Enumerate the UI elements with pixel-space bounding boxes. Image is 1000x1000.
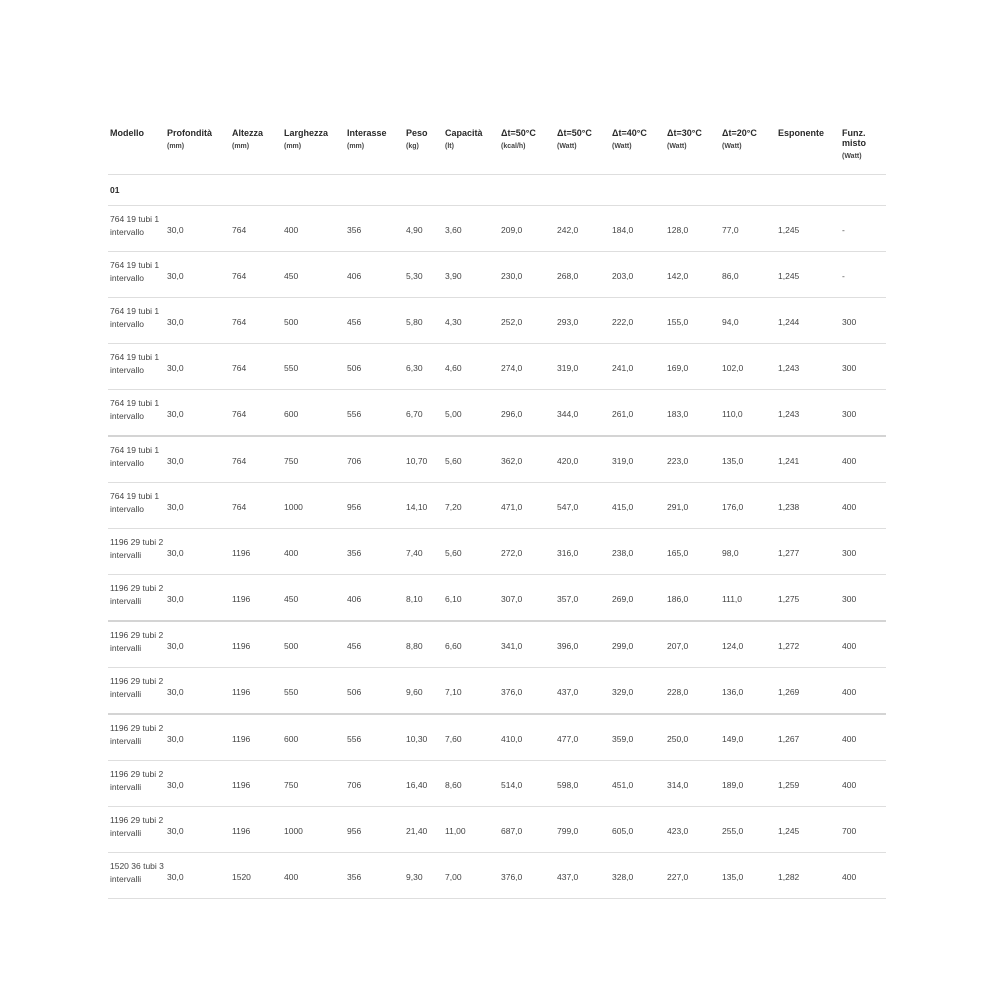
cell-dt30-watt: 183,0 — [665, 390, 720, 437]
model-name: 764 19 tubi 1 intervallo — [110, 213, 160, 237]
cell-dt30-watt: 155,0 — [665, 298, 720, 344]
cell-funz-misto: 300 — [840, 529, 886, 575]
cell-dt30-watt: 423,0 — [665, 807, 720, 853]
cell-esponente: 1,244 — [776, 298, 840, 344]
cell-dt50-kcal: 341,0 — [499, 621, 555, 668]
cell-esponente: 1,277 — [776, 529, 840, 575]
column-header-unit: (kcal/h) — [501, 143, 526, 150]
cell-funz-misto: 400 — [840, 761, 886, 807]
cell-dt30-watt: 227,0 — [665, 853, 720, 899]
cell-larghezza: 550 — [282, 668, 345, 715]
cell-dt50-kcal: 376,0 — [499, 853, 555, 899]
cell-capacita: 7,20 — [443, 483, 499, 529]
cell-interasse: 356 — [345, 853, 404, 899]
cell-peso: 6,30 — [404, 344, 443, 390]
column-header-unit: (mm) — [232, 143, 250, 150]
cell-dt50-watt: 477,0 — [555, 714, 610, 761]
cell-dt30-watt: 250,0 — [665, 714, 720, 761]
cell-funz-misto: 400 — [840, 436, 886, 483]
cell-larghezza: 600 — [282, 714, 345, 761]
cell-dt20-watt: 136,0 — [720, 668, 776, 715]
cell-dt50-watt: 293,0 — [555, 298, 610, 344]
model-name: 1196 29 tubi 2 intervalli — [110, 629, 164, 653]
cell-capacita: 7,00 — [443, 853, 499, 899]
column-header-label: Modello — [110, 128, 144, 138]
cell-dt30-watt: 207,0 — [665, 621, 720, 668]
cell-modello — [108, 807, 165, 853]
column-header-dt20-watt — [720, 126, 776, 175]
group-row — [108, 175, 886, 206]
table-row — [108, 853, 886, 899]
cell-peso: 10,30 — [404, 714, 443, 761]
cell-profondita: 30,0 — [165, 298, 230, 344]
table-row — [108, 668, 886, 715]
cell-dt30-watt: 186,0 — [665, 575, 720, 622]
cell-interasse: 556 — [345, 390, 404, 437]
cell-peso: 7,40 — [404, 529, 443, 575]
table-row — [108, 206, 886, 252]
cell-dt30-watt: 142,0 — [665, 252, 720, 298]
cell-esponente: 1,245 — [776, 206, 840, 252]
column-header-altezza — [230, 126, 282, 175]
cell-dt40-watt: 299,0 — [610, 621, 665, 668]
column-header-label: Altezza — [232, 128, 264, 138]
cell-dt50-kcal: 230,0 — [499, 252, 555, 298]
cell-dt40-watt: 238,0 — [610, 529, 665, 575]
column-header-unit: (kg) — [406, 143, 419, 150]
cell-esponente: 1,269 — [776, 668, 840, 715]
cell-larghezza: 450 — [282, 575, 345, 622]
cell-interasse: 556 — [345, 714, 404, 761]
cell-interasse: 356 — [345, 206, 404, 252]
cell-capacita: 5,00 — [443, 390, 499, 437]
cell-funz-misto: - — [840, 252, 886, 298]
cell-interasse: 506 — [345, 344, 404, 390]
cell-capacita: 5,60 — [443, 529, 499, 575]
cell-dt50-kcal: 471,0 — [499, 483, 555, 529]
cell-profondita: 30,0 — [165, 529, 230, 575]
cell-dt20-watt: 98,0 — [720, 529, 776, 575]
cell-peso: 8,80 — [404, 621, 443, 668]
cell-dt20-watt: 110,0 — [720, 390, 776, 437]
cell-profondita: 30,0 — [165, 252, 230, 298]
radiator-spec-sheet — [108, 126, 886, 899]
cell-modello — [108, 483, 165, 529]
cell-profondita: 30,0 — [165, 483, 230, 529]
cell-dt30-watt: 291,0 — [665, 483, 720, 529]
cell-dt50-watt: 319,0 — [555, 344, 610, 390]
cell-modello — [108, 344, 165, 390]
cell-dt30-watt: 223,0 — [665, 436, 720, 483]
column-header-modello — [108, 126, 165, 175]
cell-funz-misto: - — [840, 206, 886, 252]
cell-interasse: 956 — [345, 483, 404, 529]
cell-dt40-watt: 319,0 — [610, 436, 665, 483]
cell-capacita: 7,10 — [443, 668, 499, 715]
model-name: 764 19 tubi 1 intervallo — [110, 305, 160, 329]
cell-modello — [108, 390, 165, 437]
cell-interasse: 456 — [345, 298, 404, 344]
cell-funz-misto: 300 — [840, 298, 886, 344]
table-row — [108, 529, 886, 575]
cell-funz-misto: 400 — [840, 621, 886, 668]
cell-capacita: 8,60 — [443, 761, 499, 807]
cell-larghezza: 550 — [282, 344, 345, 390]
cell-dt50-kcal: 410,0 — [499, 714, 555, 761]
model-name: 1520 36 tubi 3 intervalli — [110, 860, 164, 884]
column-header-unit: (mm) — [167, 143, 185, 150]
cell-interasse: 706 — [345, 761, 404, 807]
cell-dt50-kcal: 514,0 — [499, 761, 555, 807]
cell-interasse: 456 — [345, 621, 404, 668]
column-header-capacita — [443, 126, 499, 175]
cell-modello — [108, 252, 165, 298]
cell-profondita: 30,0 — [165, 668, 230, 715]
cell-esponente: 1,238 — [776, 483, 840, 529]
column-header-label: Capacità — [445, 128, 483, 138]
cell-funz-misto: 300 — [840, 344, 886, 390]
cell-modello — [108, 621, 165, 668]
cell-altezza: 1196 — [230, 761, 282, 807]
cell-peso: 6,70 — [404, 390, 443, 437]
cell-dt50-watt: 799,0 — [555, 807, 610, 853]
table-row — [108, 390, 886, 437]
cell-modello — [108, 761, 165, 807]
column-header-label: Δt=20°C — [722, 128, 757, 138]
cell-dt20-watt: 176,0 — [720, 483, 776, 529]
cell-profondita: 30,0 — [165, 575, 230, 622]
cell-dt20-watt: 149,0 — [720, 714, 776, 761]
cell-peso: 14,10 — [404, 483, 443, 529]
cell-altezza: 764 — [230, 344, 282, 390]
cell-altezza: 1196 — [230, 621, 282, 668]
cell-dt20-watt: 86,0 — [720, 252, 776, 298]
table-row — [108, 298, 886, 344]
cell-esponente: 1,267 — [776, 714, 840, 761]
column-header-funz-misto — [840, 126, 886, 175]
cell-larghezza: 1000 — [282, 483, 345, 529]
cell-peso: 8,10 — [404, 575, 443, 622]
cell-larghezza: 1000 — [282, 807, 345, 853]
column-header-unit: (Watt) — [722, 143, 742, 150]
cell-dt40-watt: 222,0 — [610, 298, 665, 344]
cell-dt50-watt: 242,0 — [555, 206, 610, 252]
table-row — [108, 714, 886, 761]
cell-esponente: 1,243 — [776, 344, 840, 390]
column-header-profondita — [165, 126, 230, 175]
cell-altezza: 1196 — [230, 807, 282, 853]
cell-dt40-watt: 451,0 — [610, 761, 665, 807]
cell-funz-misto: 300 — [840, 575, 886, 622]
cell-funz-misto: 400 — [840, 714, 886, 761]
cell-dt30-watt: 314,0 — [665, 761, 720, 807]
cell-altezza: 1196 — [230, 575, 282, 622]
model-name: 764 19 tubi 1 intervallo — [110, 351, 160, 375]
cell-capacita: 3,90 — [443, 252, 499, 298]
cell-dt40-watt: 415,0 — [610, 483, 665, 529]
cell-dt30-watt: 228,0 — [665, 668, 720, 715]
cell-dt50-kcal: 209,0 — [499, 206, 555, 252]
cell-profondita: 30,0 — [165, 344, 230, 390]
cell-dt40-watt: 605,0 — [610, 807, 665, 853]
cell-profondita: 30,0 — [165, 206, 230, 252]
column-header-unit: (mm) — [347, 143, 365, 150]
column-header-label: Δt=50°C — [501, 128, 536, 138]
model-name: 764 19 tubi 1 intervallo — [110, 490, 160, 514]
cell-larghezza: 500 — [282, 298, 345, 344]
cell-larghezza: 600 — [282, 390, 345, 437]
cell-altezza: 764 — [230, 298, 282, 344]
cell-profondita: 30,0 — [165, 621, 230, 668]
cell-peso: 5,80 — [404, 298, 443, 344]
cell-dt50-watt: 396,0 — [555, 621, 610, 668]
model-name: 1196 29 tubi 2 intervalli — [110, 768, 164, 792]
cell-modello — [108, 529, 165, 575]
model-name: 1196 29 tubi 2 intervalli — [110, 675, 164, 699]
cell-peso: 21,40 — [404, 807, 443, 853]
cell-modello — [108, 668, 165, 715]
column-header-dt50-watt — [555, 126, 610, 175]
column-header-label: Esponente — [778, 128, 825, 138]
cell-dt40-watt: 241,0 — [610, 344, 665, 390]
column-header-dt40-watt — [610, 126, 665, 175]
cell-dt30-watt: 169,0 — [665, 344, 720, 390]
table-row — [108, 252, 886, 298]
cell-funz-misto: 400 — [840, 668, 886, 715]
column-header-label: Δt=40°C — [612, 128, 647, 138]
cell-altezza: 1196 — [230, 529, 282, 575]
column-header-dt50-kcal — [499, 126, 555, 175]
cell-dt20-watt: 94,0 — [720, 298, 776, 344]
cell-altezza: 764 — [230, 252, 282, 298]
cell-larghezza: 450 — [282, 252, 345, 298]
cell-dt50-kcal: 362,0 — [499, 436, 555, 483]
cell-altezza: 1196 — [230, 668, 282, 715]
cell-modello — [108, 298, 165, 344]
cell-capacita: 4,60 — [443, 344, 499, 390]
cell-peso: 16,40 — [404, 761, 443, 807]
cell-profondita: 30,0 — [165, 761, 230, 807]
cell-esponente: 1,241 — [776, 436, 840, 483]
cell-peso: 9,30 — [404, 853, 443, 899]
cell-dt20-watt: 135,0 — [720, 853, 776, 899]
cell-esponente: 1,243 — [776, 390, 840, 437]
column-header-label: Funz. misto — [842, 128, 867, 148]
column-header-unit: (mm) — [284, 143, 302, 150]
cell-modello — [108, 714, 165, 761]
cell-capacita: 3,60 — [443, 206, 499, 252]
column-header-dt30-watt — [665, 126, 720, 175]
cell-dt50-kcal: 252,0 — [499, 298, 555, 344]
cell-peso: 4,90 — [404, 206, 443, 252]
cell-esponente: 1,245 — [776, 252, 840, 298]
cell-larghezza: 400 — [282, 206, 345, 252]
cell-dt20-watt: 102,0 — [720, 344, 776, 390]
cell-capacita: 6,10 — [443, 575, 499, 622]
column-header-label: Peso — [406, 128, 428, 138]
model-name: 1196 29 tubi 2 intervalli — [110, 814, 164, 838]
column-header-unit: (Watt) — [557, 143, 577, 150]
cell-dt50-watt: 344,0 — [555, 390, 610, 437]
table-row — [108, 761, 886, 807]
model-name: 1196 29 tubi 2 intervalli — [110, 722, 164, 746]
table-row — [108, 621, 886, 668]
cell-larghezza: 400 — [282, 853, 345, 899]
column-header-label: Larghezza — [284, 128, 329, 138]
column-header-unit: (Watt) — [612, 143, 632, 150]
table-row — [108, 483, 886, 529]
cell-dt20-watt: 135,0 — [720, 436, 776, 483]
cell-funz-misto: 400 — [840, 853, 886, 899]
table-row — [108, 807, 886, 853]
cell-dt20-watt: 189,0 — [720, 761, 776, 807]
cell-dt40-watt: 261,0 — [610, 390, 665, 437]
column-header-larghezza — [282, 126, 345, 175]
cell-interasse: 406 — [345, 575, 404, 622]
model-name: 764 19 tubi 1 intervallo — [110, 259, 160, 283]
cell-dt50-kcal: 274,0 — [499, 344, 555, 390]
cell-peso: 5,30 — [404, 252, 443, 298]
cell-capacita: 4,30 — [443, 298, 499, 344]
column-header-label: Interasse — [347, 128, 387, 138]
cell-profondita: 30,0 — [165, 807, 230, 853]
cell-dt50-watt: 316,0 — [555, 529, 610, 575]
cell-dt40-watt: 328,0 — [610, 853, 665, 899]
cell-interasse: 406 — [345, 252, 404, 298]
cell-altezza: 764 — [230, 483, 282, 529]
model-name: 764 19 tubi 1 intervallo — [110, 444, 160, 468]
column-header-label: Δt=50°C — [557, 128, 592, 138]
table-row — [108, 344, 886, 390]
cell-esponente: 1,272 — [776, 621, 840, 668]
cell-dt20-watt: 111,0 — [720, 575, 776, 622]
cell-funz-misto: 300 — [840, 390, 886, 437]
cell-esponente: 1,275 — [776, 575, 840, 622]
cell-dt40-watt: 184,0 — [610, 206, 665, 252]
column-header-unit: (Watt) — [842, 153, 862, 160]
cell-dt50-kcal: 307,0 — [499, 575, 555, 622]
cell-dt50-kcal: 376,0 — [499, 668, 555, 715]
cell-peso: 10,70 — [404, 436, 443, 483]
column-header-esponente — [776, 126, 840, 175]
column-header-label: Profondità — [167, 128, 212, 138]
cell-dt50-watt: 268,0 — [555, 252, 610, 298]
column-header-interasse — [345, 126, 404, 175]
cell-altezza: 764 — [230, 206, 282, 252]
table-header-row — [108, 126, 886, 175]
cell-profondita: 30,0 — [165, 390, 230, 437]
column-header-label: Δt=30°C — [667, 128, 702, 138]
cell-dt40-watt: 203,0 — [610, 252, 665, 298]
cell-dt40-watt: 359,0 — [610, 714, 665, 761]
cell-altezza: 1520 — [230, 853, 282, 899]
model-name: 1196 29 tubi 2 intervalli — [110, 536, 164, 560]
cell-larghezza: 500 — [282, 621, 345, 668]
column-header-unit: (Watt) — [667, 143, 687, 150]
cell-dt50-watt: 437,0 — [555, 853, 610, 899]
column-header-peso — [404, 126, 443, 175]
cell-larghezza: 750 — [282, 436, 345, 483]
cell-capacita: 6,60 — [443, 621, 499, 668]
cell-peso: 9,60 — [404, 668, 443, 715]
cell-capacita: 5,60 — [443, 436, 499, 483]
cell-funz-misto: 400 — [840, 483, 886, 529]
cell-profondita: 30,0 — [165, 436, 230, 483]
cell-modello — [108, 575, 165, 622]
model-name: 764 19 tubi 1 intervallo — [110, 397, 160, 421]
cell-larghezza: 750 — [282, 761, 345, 807]
cell-dt50-kcal: 687,0 — [499, 807, 555, 853]
cell-dt40-watt: 329,0 — [610, 668, 665, 715]
cell-capacita: 7,60 — [443, 714, 499, 761]
cell-dt40-watt: 269,0 — [610, 575, 665, 622]
cell-altezza: 1196 — [230, 714, 282, 761]
cell-dt20-watt: 77,0 — [720, 206, 776, 252]
model-name: 1196 29 tubi 2 intervalli — [110, 582, 164, 606]
cell-modello — [108, 853, 165, 899]
cell-interasse: 506 — [345, 668, 404, 715]
cell-dt50-watt: 357,0 — [555, 575, 610, 622]
cell-dt30-watt: 128,0 — [665, 206, 720, 252]
table-row — [108, 436, 886, 483]
cell-dt30-watt: 165,0 — [665, 529, 720, 575]
cell-modello — [108, 206, 165, 252]
cell-esponente: 1,259 — [776, 761, 840, 807]
spec-table — [108, 126, 886, 899]
cell-altezza: 764 — [230, 390, 282, 437]
cell-esponente: 1,245 — [776, 807, 840, 853]
cell-capacita: 11,00 — [443, 807, 499, 853]
cell-dt50-watt: 420,0 — [555, 436, 610, 483]
cell-dt50-kcal: 272,0 — [499, 529, 555, 575]
cell-dt50-watt: 598,0 — [555, 761, 610, 807]
cell-profondita: 30,0 — [165, 853, 230, 899]
cell-dt20-watt: 124,0 — [720, 621, 776, 668]
cell-profondita: 30,0 — [165, 714, 230, 761]
cell-funz-misto: 700 — [840, 807, 886, 853]
cell-interasse: 956 — [345, 807, 404, 853]
cell-larghezza: 400 — [282, 529, 345, 575]
table-row — [108, 575, 886, 622]
table-body — [108, 175, 886, 899]
cell-interasse: 706 — [345, 436, 404, 483]
cell-interasse: 356 — [345, 529, 404, 575]
cell-modello — [108, 436, 165, 483]
column-header-unit: (lt) — [445, 143, 454, 150]
cell-esponente: 1,282 — [776, 853, 840, 899]
cell-dt20-watt: 255,0 — [720, 807, 776, 853]
cell-dt50-watt: 437,0 — [555, 668, 610, 715]
group-label: 01 — [108, 175, 886, 206]
cell-dt50-kcal: 296,0 — [499, 390, 555, 437]
cell-dt50-watt: 547,0 — [555, 483, 610, 529]
cell-altezza: 764 — [230, 436, 282, 483]
